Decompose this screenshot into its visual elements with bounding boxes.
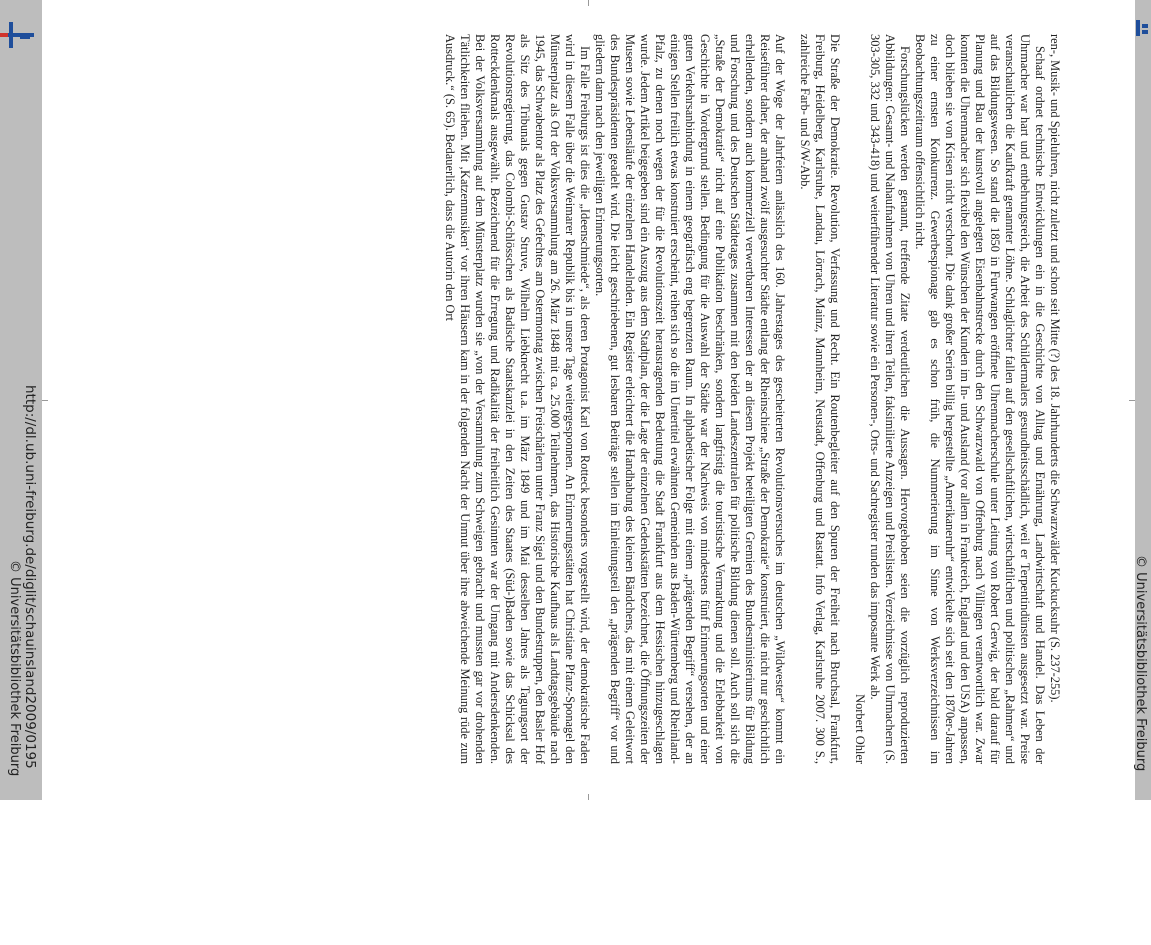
copyright-notice-left: © Universitätsbibliothek Freiburg: [7, 560, 22, 777]
crop-mark: [42, 400, 48, 401]
paragraph: Schaaf ordnet technische Entwicklungen ein in die Geschichte von Alltag und Ernährung, Landwirtschaft und Handel. Das Leben der Uhrmacher war hart und entbehrungsreich, die Arbeit des Schildermalers gesundheitsschädlich, weil er Terpentindünsten ausgesetzt war. Preise veranschaulichen die Kaufkraft genannter Löhne. Schlaglichter fallen auf den gesellschaftlichen, wirtschaftlichen und politischen „Rahmen“ und auf das Bildungswesen. So stand die 1850 in Furtwangen eröffnete Uhrenmacherschule unter Leitung von Robert Gerwig, der bald darauf für Planung und Bau der kunstvoll angelegten Eisenbahnstrecke durch den Schwarzwald von Offenburg nach Villingen verantwortlich war. Zwar konnten die Uhrenmacher sich flexibel den Wünschen der Kunden im In- und Ausland (vor allem in Frankreich, England und den USA) anpassen, doch blieben sie von Krisen nicht verschont. Die dank großer Serien billig hergestellte „Amerikaneruhr“ entwickelte sich seit den 1870er-Jahren zu einer ernsten Konkurrenz. Gewerbespionage gab es schon früh, die Nummerierung im Sinne von Werksverzeichnissen im Beobachtungszeitraum offensichtlich nicht.: [913, 34, 1047, 764]
crop-mark: [1129, 400, 1135, 401]
library-logo-icon: [0, 20, 34, 50]
document-page: [42, 0, 1135, 800]
library-logo-right-icon: [1134, 18, 1151, 40]
copyright-notice-right: © Universitätsbibliothek Freiburg: [1133, 555, 1148, 772]
paragraph: Im Falle Freiburgs ist dies die „Ideenschmiede“, als deren Protagonist Karl von Rotteck besonders vorgestellt wird, der demokratische Faden wird in diesem Falle über die Weimarer Republik bis in unsere Tage weitergesponnen. An Erinnerungsstätten hat Christiane Pfanz-Sponagel den Münsterplatz als Ort der Volksversammlung am 26. März 1848 mit ca. 25.000 Teilnehmern, das Historische Kaufhaus als Landtagsgebäude nach 1945, das Schwabentor als Platz des Gefechtes am Ostermontag zwischen Freischärlern unter Franz Sigel und den Bundestruppen, den Basler Hof als Sitz des Tribunals gegen Gustav Struve, Wilhelm Liebknecht u.a. im März 1849 und im Mai desselben Jahres als Tagungsort der Revolutionsregierung, das Colombi-Schlösschen als Badische Staatskanzlei in den Zeiten des Staates (Süd-)Baden sowie das Schicksal des Rotteckdenkmals ausgewählt. Bezeichnend für die Erregung und Radikalität der freiheitlich Gesinnten war der Umgang mit Andersdenkenden. Bei der Volksversammlung auf dem Münsterplatz wurden sie „von der Versammlung zum Schweigen gebracht und mussten gar vor drohenden Tätlichkeiten fliehen. Mit ‚Katzenmusiken‘ vor ihren Häusern kam in der folgenden Nacht der Unmut über ihre abweichende Meinung rüde zum Ausdruck.“ (S. 65). Bedauerlich, dass die Autorin den Ort: [443, 34, 592, 764]
crop-mark: [588, 794, 589, 800]
source-url: http://dl.ub.uni-freiburg.de/diglit/schauinsland2009/0195: [22, 385, 38, 769]
paragraph: ren-, Musik- und Spieluhren, nicht zuletzt und schon seit Mitte (?) des 18. Jahrhunderts die Schwarzwälder Kuckucksuhr (S. 237-255).: [1048, 34, 1062, 703]
review-heading: Die Straße der Demokratie. Revolution, Verfassung und Recht. Ein Routenbegleiter auf den Spuren der Freiheit nach Bruchsal, Frankfurt, Freiburg, Heidelberg, Karlsruhe, Landau, Lörrach, Mainz, Mannheim, Neustadt, Offenburg und Rastatt. Info Verlag, Karlsruhe 2007. 300 S., zahlreiche Farb- und S/W-Abb.: [798, 34, 842, 764]
paragraph: Forschungslücken werden genannt, treffende Zitate verdeutlichen die Aussagen. Hervorgehoben seien die vorzüglich reproduzierten Abbildungen: Gesamt- und Nahaufnahmen von Uhren und ihren Teilen, faksimilierte Anzeigen und Preislisten. Verzeichnisse von Uhrmachern (S. 303-305, 332 und 343-418) und weiterführender Literatur sowie ein Personen-, Orts- und Sachregister runden das imposante Werk ab.: [868, 34, 912, 764]
crop-mark: [588, 0, 589, 6]
review-text: [442, 34, 1062, 764]
review-author: Norbert Ohler: [853, 694, 867, 764]
rotated-text-block: [182, 34, 1062, 764]
paragraph: Auf der Woge der Jahrfeiern anlässlich des 160. Jahrestages des gescheiterten Revolutionsversuches im deutschen „Wildwester“ kommt ein Reiseführer daher, der anhand zwölf ausgesuchter Städte entlang der Rheinschiene „Straße der Demokratie“ konstruiert, die nicht nur geschichtlich erhellenden, sondern auch kommerziell verwertbaren Interessen der an diesem Projekt beteiligten Gremien des Bundesministeriums für Bildung und Forschung und des Deutschen Städtetages zusammen mit den beiden Landeszentralen für politische Bildung dienen soll. Auch soll sich die „Straße der Demokratie“ nicht auf eine Publikation beschränken, sondern langfristig die touristische Vermarktung und die Erlebbarkeit von Geschichte in Vordergrund stellen. Bedingung für die Auswahl der Städte war der Nachweis von mindestens fünf Erinnerungsorten und einer guten Verkehrsanbindung in einem geografisch eng begrenzten Raum. In alphabetischer Folge mit einem „prägenden Begriff“ versehen, der an einigen Stellen freilich etwas konstruiert erscheint, reihen sich so die im Untertitel erwähnten Gemeinden aus Baden-Württemberg und Rheinland-Pfalz, zu denen noch wegen der für die Revolutionszeit herausragenden Bedeutung die Stadt Frankfurt aus dem Hessischen hinzugeschlagen wurde. Jedem Artikel beigegeben sind ein Auszug aus dem Stadtplan, der die Lage der einzelnen Gedenkstätten bezeichnet, die Öffnungszeiten der Museen sowie Lebensläufe der einzelnen Handelnden. Ein Register erleichtert die Handhabung des kleinen Bändchens, das mit einem Geleitwort des Bundespräsidenten geadelt wird. Die leicht geschriebenen, gut lesbaren Beiträge stellen im Einleitungsteil den „prägenden Begriff“ vor und gliedern dann nach den jeweiligen Erinnerungsorten.: [593, 34, 787, 764]
